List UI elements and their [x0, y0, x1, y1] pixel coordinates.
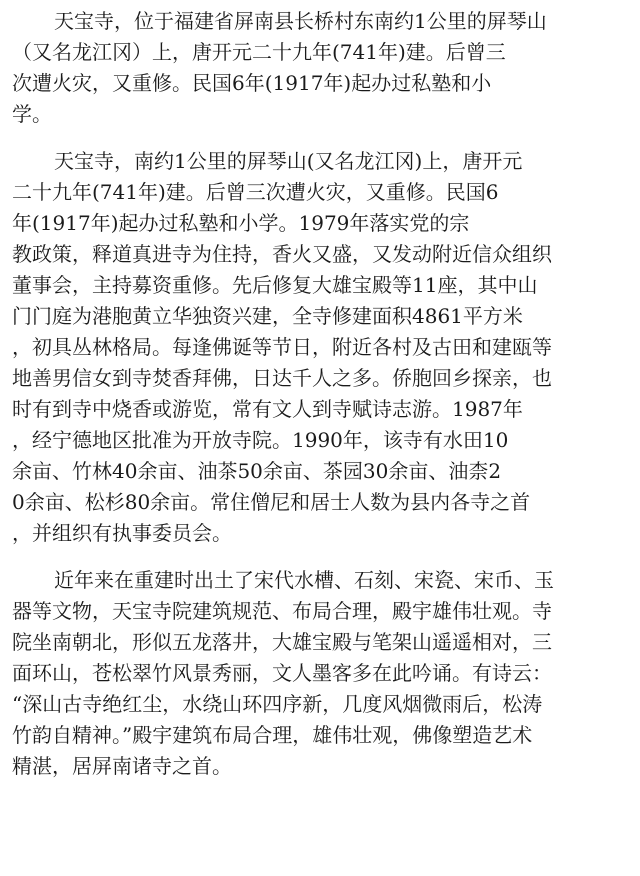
- text-line: 余亩、竹林40余亩、油茶50余亩、茶园30余亩、油柰2: [12, 459, 502, 483]
- text-line: 院坐南朝北，形似五龙落井，大雄宝殿与笔架山遥遥相对，三: [12, 630, 552, 654]
- text-line: 0余亩、松杉80余亩。常住僧尼和居士人数为县内各寺之首: [12, 490, 531, 514]
- text-line: （又名龙江冈）上，唐开元二十九年(741年)建。后曾三: [12, 40, 506, 64]
- text-line: 地善男信女到寺焚香拜佛，日达千人之多。侨胞回乡探亲，也: [12, 366, 552, 390]
- text-line: 董事会，主持募资重修。先后修复大雄宝殿等11座，其中山: [12, 273, 538, 297]
- text-line: 天宝寺，南约1公里的屏琴山(又名龙江冈)上，唐开元: [54, 149, 523, 173]
- text-line: 二十九年(741年)建。后曾三次遭火灾，又重修。民国6: [12, 180, 499, 204]
- text-line: 门门庭为港胞黄立华独资兴建，全寺修建面积4861平方米: [12, 304, 523, 328]
- paragraph-2: [12, 146, 634, 549]
- text-line: “深山古寺绝红尘，水绕山环四序新，几度风烟微雨后，松涛: [12, 692, 543, 716]
- text-line: 器等文物，天宝寺院建筑规范、布局合理，殿宇雄伟壮观。寺: [12, 599, 552, 623]
- text-line: 竹韵自精神。”殿宇建筑布局合理，雄伟壮观，佛像塑造艺术: [12, 723, 533, 747]
- text-line: 近年来在重建时出土了宋代水槽、石刻、宋瓷、宋币、玉: [54, 568, 554, 592]
- text-line: ，初具丛林格局。每逢佛诞等节日，附近各村及古田和建瓯等: [12, 335, 552, 359]
- text-line: 天宝寺，位于福建省屏南县长桥村东南约1公里的屏琴山: [54, 9, 547, 33]
- paragraph-1: [12, 6, 634, 130]
- text-line: 教政策，释道真进寺为住持，香火又盛，又发动附近信众组织: [12, 242, 552, 266]
- text-line: ，经宁德地区批准为开放寺院。1990年，该寺有水田10: [12, 428, 509, 452]
- text-line: ，并组织有执事委员会。: [12, 521, 232, 545]
- paragraph-3: [12, 565, 634, 782]
- text-line: 面环山，苍松翠竹风景秀丽，文人墨客多在此吟诵。有诗云：: [12, 661, 552, 685]
- text-line: 次遭火灾，又重修。民国6年(1917年)起办过私塾和小: [12, 71, 492, 95]
- text-line: 学。: [12, 102, 52, 126]
- text-line: 精湛，居屏南诸寺之首。: [12, 754, 232, 778]
- text-line: 年(1917年)起办过私塾和小学。1979年落实党的宗: [12, 211, 470, 235]
- document-body: [12, 6, 634, 782]
- text-line: 时有到寺中烧香或游览，常有文人到寺赋诗志游。1987年: [12, 397, 523, 421]
